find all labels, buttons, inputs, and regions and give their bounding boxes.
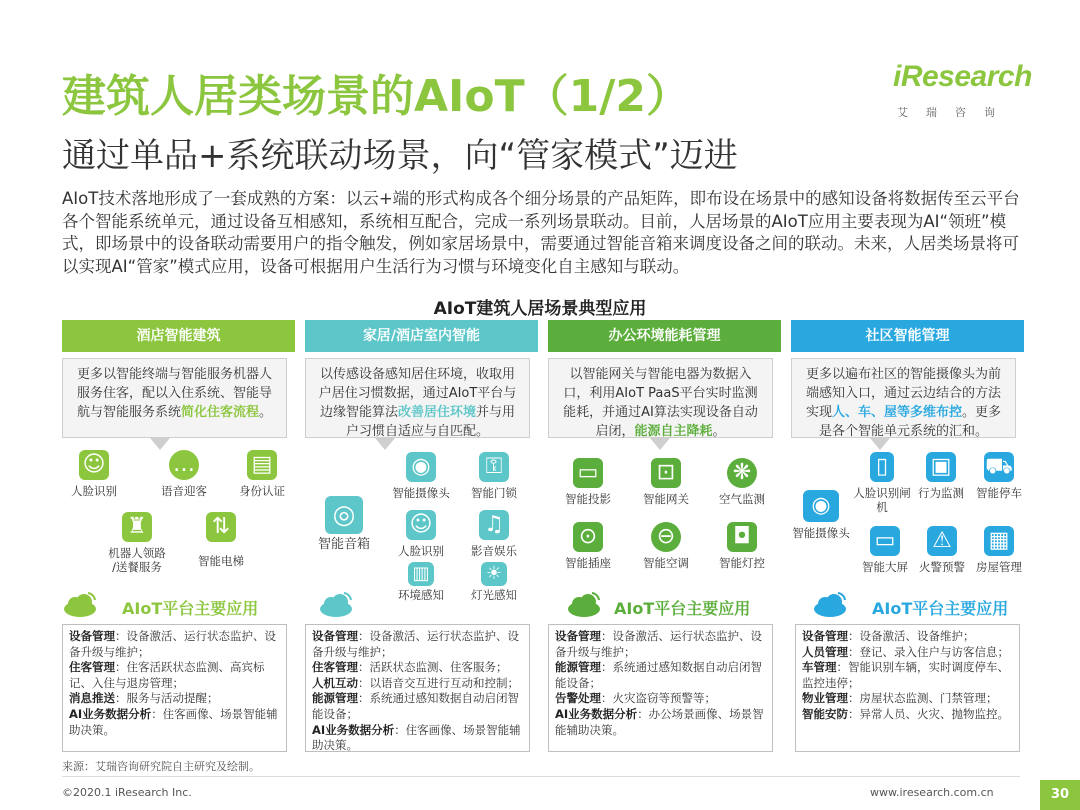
column-hotel: [62, 320, 295, 352]
app-line: 智能安防：异常人员、火灾、抛物监控。: [802, 706, 1009, 721]
icon-label: 智能投影: [565, 492, 611, 506]
face-icon: ☺: [79, 450, 109, 480]
description-text: 以传感设备感知居住环境，收取用户居住习惯数据，通过AIoT平台与边缘智能算法: [318, 367, 517, 420]
logo-cn: 艾瑞咨询: [897, 106, 1013, 119]
app-line: 设备管理：设备激活、运行状态监护、设备升级与维护；: [312, 629, 519, 659]
app-line: 能源管理：系统通过感知数据自动启闭智能设备；: [555, 660, 762, 690]
app-line: AI业务数据分析：住客画像、场景智能辅助决策。: [69, 706, 278, 737]
icon-label: 房屋管理: [976, 560, 1022, 574]
icon-label: 灯光感知: [471, 588, 517, 602]
speaker-icon: ◎: [325, 496, 363, 534]
website-link[interactable]: www.iresearch.com.cn: [870, 786, 994, 799]
gate-icon: ▯: [870, 452, 894, 482]
app-line: 住客管理：住客活跃状态监测、高宾标记、入住与退房管理；: [69, 660, 265, 690]
description-box: [548, 358, 773, 438]
platform-label: AIoT平台主要应用: [614, 599, 751, 618]
door-lock-icon: ⚿: [479, 452, 509, 482]
lamp-icon: ◘: [727, 522, 757, 552]
app-line: 车管理：智能识别车辆，实时调度停车、监控违停；: [802, 660, 1009, 690]
platform-label: AIoT平台主要应用: [122, 599, 259, 618]
app-line: 人员管理：登记、录入住户与访客信息；: [802, 644, 1009, 659]
description-highlight: 能源自主降耗: [634, 424, 713, 439]
callout-tail: [150, 438, 170, 450]
icon-item: [145, 450, 223, 498]
icon-item: [382, 510, 460, 558]
column-office: [548, 320, 781, 352]
icon-label: 智能电梯: [198, 554, 244, 568]
column-community: [791, 320, 1024, 352]
column-home: [305, 320, 538, 352]
platform-label-row: [812, 588, 1027, 622]
icon-label: 空气监测: [719, 492, 765, 506]
platform-apps-box: [795, 624, 1020, 752]
icon-item: [549, 458, 627, 506]
icon-item: [55, 450, 133, 498]
parking-icon: ⛟: [984, 452, 1014, 482]
icon-label: 行为监测: [918, 486, 964, 500]
ac-icon: ⊖: [651, 522, 681, 552]
column-header: 社区智能管理: [791, 320, 1024, 352]
cloud-signal-icon: [62, 588, 98, 618]
app-line: 设备管理：设备激活、运行状态监护、设备升级与维护；: [555, 629, 762, 659]
music-icon: ♫: [479, 510, 509, 540]
icon-label: 智能大屏: [862, 560, 908, 574]
column-header: 办公环境能耗管理: [548, 320, 781, 352]
platform-apps-box: [62, 624, 287, 752]
app-line: 能源管理：系统通过感知数据自动启闭智能设备；: [312, 691, 519, 721]
icon-item: [627, 458, 705, 506]
description-highlight: 改善居住环境: [397, 405, 476, 420]
platform-apps-box: [305, 624, 530, 752]
icon-label: 语音迎客: [161, 484, 207, 498]
monitor-icon: ▭: [573, 458, 603, 488]
cloud-signal-icon: [318, 588, 354, 618]
logo-brand: iResearch: [893, 60, 1032, 93]
icon-label: 智能空调: [643, 556, 689, 570]
cctv-icon: ◉: [803, 490, 839, 522]
description-end: 。: [259, 405, 273, 420]
platform-apps-box: [548, 624, 773, 752]
icon-label: 身份认证: [239, 484, 285, 498]
id-card-icon: ▤: [247, 450, 277, 480]
light-icon: ☀: [481, 562, 507, 586]
alarm-icon: ⚠: [927, 526, 957, 556]
description-highlight: 人、车、屋等多维布控: [831, 405, 962, 420]
footer-divider: [62, 776, 1020, 777]
icon-label: 环境感知: [398, 588, 444, 602]
cloud-signal-icon: [566, 588, 602, 618]
icon-item: [305, 496, 383, 552]
description-text: 以智能网关与智能电器为数据入口，利用AIoT PaaS平台实时监测能耗，并通过AI算法实现设备自动启闭，: [563, 367, 758, 439]
icon-label: 影音娱乐: [471, 544, 517, 558]
icon-label: 智能摄像头: [792, 526, 850, 540]
air-icon: ❋: [727, 458, 757, 488]
icon-label: /送餐服务: [112, 560, 162, 574]
speech-icon: …: [169, 450, 199, 480]
page-title: 建筑人居类场景的AIoT（1/2）: [62, 71, 690, 122]
icon-label: 人脸识别闸机: [853, 486, 911, 514]
window-icon: ▥: [408, 562, 434, 586]
page-subtitle: 通过单品+系统联动场景，向“管家模式”迈进: [62, 136, 738, 176]
icon-label: 智能音箱: [317, 537, 370, 552]
description-box: [62, 358, 287, 438]
icon-label: 智能摄像头: [392, 486, 450, 500]
icon-item: [549, 522, 627, 570]
column-header: 酒店智能建筑: [62, 320, 295, 352]
screen-icon: ▭: [870, 526, 900, 556]
column-header: 家居/酒店室内智能: [305, 320, 538, 352]
intro-paragraph: AIoT技术落地形成了一套成熟的方案：以云+端的形式构成各个细分场景的产品矩阵，即布设在场景中的感知设备将数据传至云平台各个智能系统单元，通过设备互相感知，系统相互配合，完成一系列场景联动。目前，人居场景的AIoT应用主要表现为AI“领班”模式，即场景中的设备联动需要用户的指令触发，例如家居场景中，需要通过智能音箱来调度设备之间的联动。未来，人居类场景将可以实现AI“管家”模式应用，设备可根据用户生活行为习惯与环境变化自主感知与联动。: [62, 189, 1020, 276]
icon-label: 智能门锁: [471, 486, 517, 500]
icon-item: [960, 526, 1038, 574]
app-line: 设备管理：设备激活、运行状态监护、设备升级与维护；: [69, 629, 276, 659]
icon-label: 人脸识别: [71, 484, 117, 498]
platform-label-row: [566, 588, 786, 622]
icon-item: [703, 522, 781, 570]
cloud-signal-icon: [812, 588, 848, 618]
app-line: 住客管理：活跃状态监测、住客服务；: [312, 660, 508, 675]
robot-icon: ♜: [122, 512, 152, 542]
source-note: 来源：艾瑞咨询研究院自主研究及绘制。: [62, 760, 260, 773]
description-end: 并与用户习惯自适应与自匹配。: [345, 405, 516, 439]
app-line: AI业务数据分析：办公场景画像、场景智能辅助决策。: [555, 706, 764, 737]
app-line: 设备管理：设备激活、设备维护；: [802, 629, 975, 643]
camera-icon: ◉: [406, 452, 436, 482]
icon-label: 智能停车: [976, 486, 1022, 500]
building-icon: ▦: [984, 526, 1014, 556]
app-line: 告警处理：火灾盗窃等预警等；: [555, 691, 716, 706]
platform-label-row: [62, 588, 295, 622]
gateway-icon: ⊡: [651, 458, 681, 488]
description-end: 。: [712, 424, 726, 439]
app-line: 人机互动：以语音交互进行互动和控制；: [312, 675, 519, 690]
description-highlight: 简化住客流程: [180, 405, 259, 420]
callout-tail: [870, 438, 890, 450]
behavior-icon: ▣: [926, 452, 956, 482]
icon-item: [455, 452, 533, 500]
icon-item: [98, 512, 176, 574]
callout-tail: [650, 438, 670, 450]
icon-item: [627, 522, 705, 570]
icon-label: 火警预警: [919, 560, 965, 574]
elevator-icon: ⇅: [206, 512, 236, 542]
page-number: 30: [1040, 780, 1080, 810]
face-scan-icon: ☺: [406, 510, 436, 540]
icon-item: [382, 452, 460, 500]
app-line: 消息推送：服务与活动提醒；: [69, 691, 219, 706]
description-box: [305, 358, 530, 438]
callout-tail: [375, 438, 395, 450]
icon-item: [223, 450, 301, 498]
socket-icon: ⊙: [573, 522, 603, 552]
app-line: AI业务数据分析：住客画像、场景智能辅助决策。: [312, 722, 521, 753]
icon-item: [960, 452, 1038, 500]
icon-label: 机器人领路: [108, 546, 166, 560]
platform-label: AIoT平台主要应用: [872, 599, 1009, 618]
description-text: 更多以智能终端与智能服务机器人服务住客，配以入住系统、智能导航与智能服务系统: [76, 367, 272, 420]
icon-item: [182, 512, 260, 568]
icon-label: 智能网关: [643, 492, 689, 506]
icon-label: 智能灯控: [719, 556, 765, 570]
diagram-title: AIoT建筑人居场景典型应用: [433, 299, 647, 319]
description-box: [791, 358, 1016, 438]
copyright: ©2020.1 iResearch Inc.: [62, 786, 192, 799]
icon-label: 智能插座: [565, 556, 611, 570]
iresearch-logo: [893, 60, 1032, 130]
description-text: 更多以遍布社区的智能摄像头为前端感知入口，通过云边结合的方法实现: [805, 367, 1001, 420]
icon-item: [455, 510, 533, 558]
platform-label-row: [318, 588, 538, 622]
app-line: 物业管理：房屋状态监测、门禁管理；: [802, 691, 998, 706]
icon-item: [703, 458, 781, 506]
description-end: 。更多是各个智能单元系统的汇和。: [818, 405, 1002, 439]
icon-label: 人脸识别: [398, 544, 444, 558]
